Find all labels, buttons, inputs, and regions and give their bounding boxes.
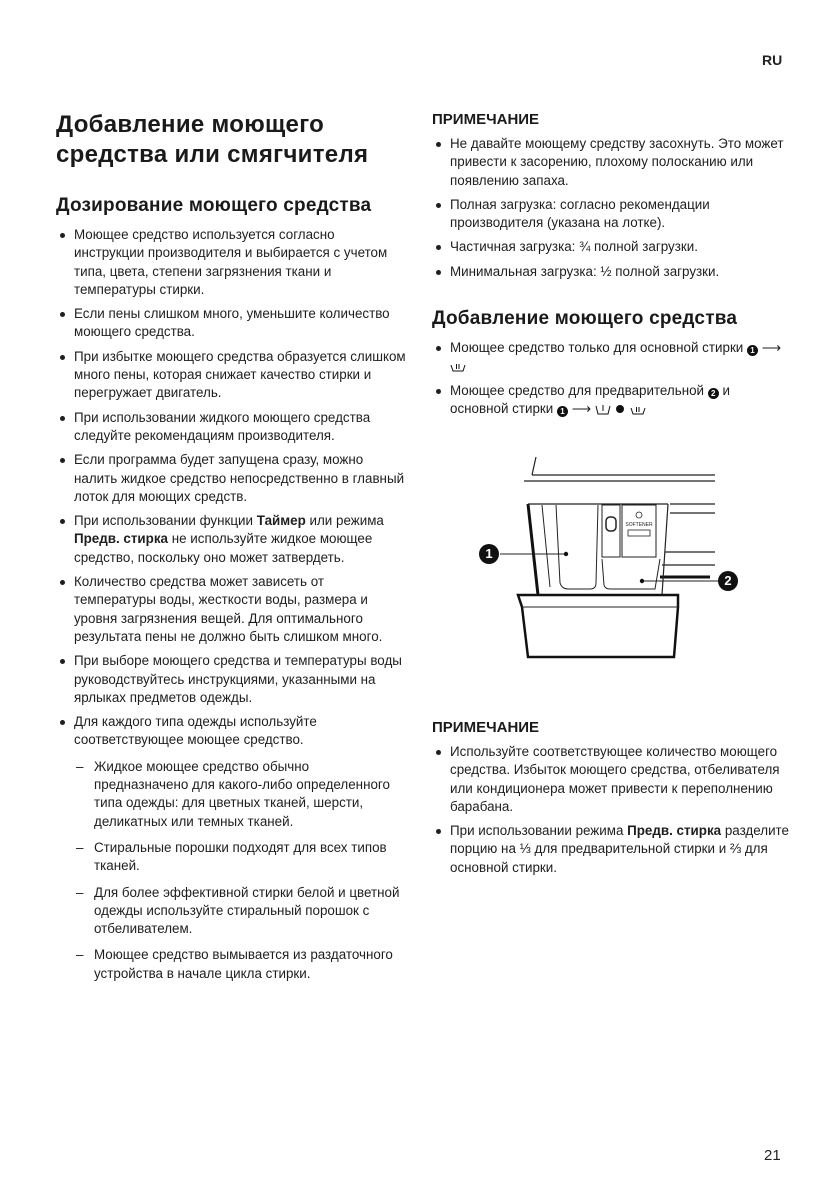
- list-item: [432, 382, 792, 419]
- text: не используйте жидкое моющее средство, поскольку оно может затвердеть.: [74, 531, 373, 565]
- sub-list-item: – Моющее средство вымывается из раздаточного устройства в начале цикла стирки.: [74, 946, 406, 983]
- text: разделите порцию на ⅓ для предварительной стирки и ⅔ для основной стирки.: [450, 823, 789, 875]
- list-item: При использовании жидкого моющего средства следуйте рекомендациям производителя.: [56, 409, 406, 446]
- note-title: ПРИМЕЧАНИЕ: [432, 111, 540, 128]
- list-item: Используйте соответствующее количество моющего средства. Избыток моющего средства, отбеливателя или кондиционера может привести к переполнению барабана.: [432, 743, 792, 816]
- text: Моющее средство для предварительной: [450, 382, 705, 398]
- right-column-note2: [432, 718, 792, 883]
- right-column: [432, 110, 792, 424]
- callout-1: 1: [479, 544, 499, 564]
- number-1-icon: 1: [557, 406, 568, 417]
- section-title-dosing: Дозирование моющего средства: [56, 195, 372, 216]
- main-wash-tray-icon: [630, 405, 646, 415]
- sub-list-item: – Для более эффективной стирки белой и цветной одежды используйте стиральный порошок с отбеливателем.: [74, 884, 406, 939]
- text: или режима: [305, 513, 384, 529]
- list-item: Если пены слишком много, уменьшите количество моющего средства.: [56, 305, 406, 342]
- list-item: Частичная загрузка: ¾ полной загрузки.: [432, 238, 792, 256]
- list-item: Если программа будет запущена сразу, можно налить жидкое средство непосредственно в главный лоток для моющих средств.: [56, 451, 406, 506]
- page-title: Добавление моющего средства или смягчителя: [56, 111, 369, 168]
- text: При использовании режима: [450, 823, 628, 839]
- section-title-adding: Добавление моющего средства: [432, 308, 738, 330]
- list-item: [432, 339, 792, 376]
- list-item: При выборе моющего средства и температуры воды руководствуйтесь инструкциями, указанными на ярлыках предметов одежды.: [56, 652, 406, 707]
- arrow-icon: ⟶: [571, 400, 591, 416]
- list-item: [56, 713, 406, 983]
- page-number: 21: [764, 1147, 781, 1164]
- sub-list: [74, 758, 406, 983]
- emphasis-timer: Таймер: [256, 513, 306, 529]
- list-item: Минимальная загрузка: ½ полной загрузки.: [432, 263, 792, 281]
- text: Моющее средство только для основной стирки: [450, 340, 744, 356]
- number-2-icon: 2: [708, 388, 719, 399]
- bullet-dot-icon: [616, 405, 624, 413]
- sub-list-item: – Жидкое моющее средство обычно предназначено для какого-либо определенного типа одежды: для цветных тканей, шерсти, деликатных или темных тканей.: [74, 758, 406, 831]
- softener-label: SOFTENER: [625, 522, 653, 528]
- list-item: Не давайте моющему средству засохнуть. Это может привести к засорению, плохому полосканию или появлению запаха.: [432, 135, 792, 190]
- callout-2: 2: [718, 571, 738, 591]
- text: и основной стирки: [450, 382, 730, 416]
- text: Для каждого типа одежды используйте соответствующее моющее средство.: [74, 714, 317, 748]
- number-1-icon: 1: [747, 345, 758, 356]
- list-item: [432, 822, 792, 877]
- note-list: [432, 743, 792, 877]
- list-item: При избытке моющего средства образуется слишком много пены, которая снижает качество стирки и перегружает двигатель.: [56, 348, 406, 403]
- dosing-list: [56, 226, 406, 983]
- note-title: ПРИМЕЧАНИЕ: [432, 719, 540, 736]
- text: При использовании функции: [74, 513, 257, 529]
- sub-list-item: – Стиральные порошки подходят для всех типов тканей.: [74, 839, 406, 876]
- dispenser-drawer-drawing: [470, 447, 750, 687]
- note-list: [432, 135, 792, 281]
- list-item: Полная загрузка: согласно рекомендации производителя (указана на лотке).: [432, 196, 792, 233]
- adding-list: [432, 339, 792, 418]
- language-code: RU: [762, 52, 783, 68]
- list-item: Моющее средство используется согласно инструкции производителя и выбирается с учетом типа, цвета, степени загрязнения ткани и температуры стирки.: [56, 226, 406, 299]
- main-wash-tray-icon: [450, 362, 466, 372]
- dispenser-drawer-illustration: [470, 447, 750, 687]
- list-item: Количество средства может зависеть от температуры воды, жесткости воды, размера и уровня загрязнения вещей. Для оптимального результата пены не должно быть слишком много.: [56, 573, 406, 646]
- prewash-tray-icon: [595, 404, 611, 415]
- list-item: [56, 512, 406, 567]
- left-column: [56, 110, 406, 991]
- emphasis-prewash: Предв. стирка: [74, 531, 168, 547]
- emphasis-prewash: Предв. стирка: [627, 823, 722, 839]
- arrow-icon: ⟶: [761, 340, 781, 356]
